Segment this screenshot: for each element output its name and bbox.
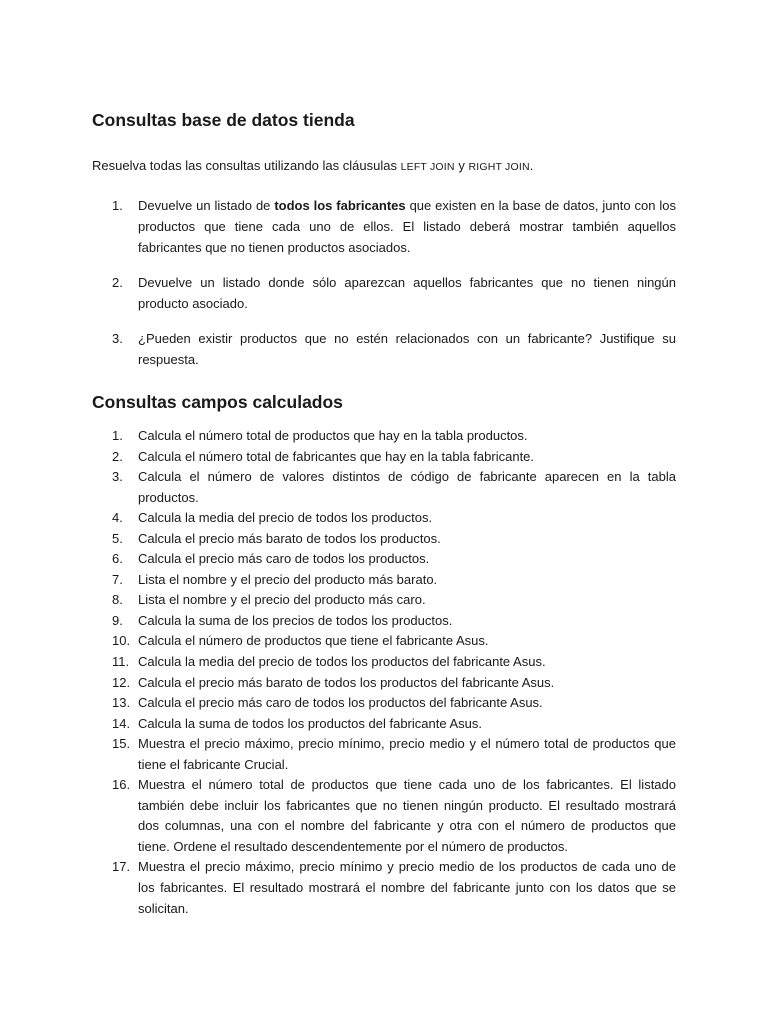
list-item xyxy=(92,529,676,550)
list-item-text: Muestra el número total de productos que tiene cada uno de los fabricantes. El listado también debe incluir los fabricantes que no tienen ningún producto. El resultado mostrará dos columnas, una con el nombre del fabricante y otra con el número de productos que tiene. Ordene el resultado descendentemente por el número de productos. xyxy=(138,777,676,854)
list-item-number: 1. xyxy=(112,428,123,443)
section-title-campos-calculados: Consultas campos calculados xyxy=(92,392,343,412)
list-item xyxy=(92,467,676,508)
list-item-text: Calcula el precio más barato de todos los productos del fabricante Asus. xyxy=(138,674,555,690)
list-item-number: 5. xyxy=(112,530,123,546)
list-item xyxy=(92,631,676,652)
list-item xyxy=(92,611,676,632)
intro-mid: y xyxy=(458,158,465,173)
list-item-number: 17. xyxy=(112,859,131,875)
list-item-number: 16. xyxy=(112,777,131,793)
list-item-number: 3. xyxy=(112,469,123,485)
list-item-number: 4. xyxy=(112,510,123,526)
join-questions-list xyxy=(92,195,676,370)
section-title-tienda: Consultas base de datos tienda xyxy=(92,110,355,130)
list-item-number: 8. xyxy=(112,592,123,608)
list-item-number: 2. xyxy=(112,275,123,290)
list-item-number: 1. xyxy=(112,198,123,213)
list-item-text: Calcula la media del precio de todos los productos del fabricante Asus. xyxy=(138,654,546,670)
list-item-text-post: que existen en la base de datos, junto con los productos que tiene cada uno de ellos. El listado deberá mostrar también aquellos fabricantes que no tienen productos asociados. xyxy=(138,198,676,255)
list-item-text: Muestra el precio máximo, precio mínimo, precio medio y el número total de productos que tiene el fabricante Crucial. xyxy=(138,736,676,772)
list-item xyxy=(92,426,676,447)
list-item-number: 6. xyxy=(112,551,123,567)
list-item-text: Calcula el número total de productos que hay en la tabla productos. xyxy=(138,428,528,443)
list-item xyxy=(92,590,676,611)
list-item xyxy=(92,734,676,775)
list-item-text: ¿Pueden existir productos que no estén relacionados con un fabricante? Justifique su respuesta. xyxy=(138,331,676,367)
list-item-number: 7. xyxy=(112,571,123,587)
list-item-number: 15. xyxy=(112,736,131,752)
list-item-text: Devuelve un listado donde sólo aparezcan aquellos fabricantes que no tienen ningún producto asociado. xyxy=(138,275,676,311)
list-item-number: 12. xyxy=(112,674,131,690)
list-item-number: 10. xyxy=(112,633,131,649)
list-item-text: Calcula la media del precio de todos los productos. xyxy=(138,510,433,526)
list-item-text: Lista el nombre y el precio del producto más caro. xyxy=(138,592,426,608)
list-item-text: Calcula el precio más barato de todos los productos. xyxy=(138,530,441,546)
list-item xyxy=(92,549,676,570)
right-join-keyword: RIGHT JOIN xyxy=(468,161,530,173)
list-item-number: 3. xyxy=(112,331,123,346)
list-item xyxy=(92,195,676,258)
list-item-text: Calcula la suma de los precios de todos los productos. xyxy=(138,612,453,628)
list-item xyxy=(92,570,676,591)
list-item-text: Calcula el número total de fabricantes que hay en la tabla fabricante. xyxy=(138,448,535,464)
list-item xyxy=(92,447,676,468)
list-item-number: 2. xyxy=(112,448,123,464)
left-join-keyword: LEFT JOIN xyxy=(400,161,455,173)
list-item xyxy=(92,652,676,673)
list-item xyxy=(92,673,676,694)
list-item-text: Muestra el precio máximo, precio mínimo y precio medio de los productos de cada uno de los fabricantes. El resultado mostrará el nombre del fabricante junto con los datos que se solicitan. xyxy=(138,859,676,916)
list-item-number: 9. xyxy=(112,612,123,628)
list-item-number: 14. xyxy=(112,715,131,731)
list-item xyxy=(92,328,676,370)
list-item-text-bold: todos los fabricantes xyxy=(274,198,406,213)
list-item-text: Calcula la suma de todos los productos del fabricante Asus. xyxy=(138,715,482,731)
calculated-fields-list xyxy=(92,426,676,919)
intro-prefix: Resuelva todas las consultas utilizando las cláusulas xyxy=(92,158,397,173)
list-item xyxy=(92,693,676,714)
list-item xyxy=(92,857,676,919)
intro-suffix: . xyxy=(529,158,534,173)
list-item-text-pre: Devuelve un listado de xyxy=(138,198,271,213)
document-page xyxy=(92,108,676,919)
list-item xyxy=(92,714,676,735)
list-item-text: Lista el nombre y el precio del producto más barato. xyxy=(138,571,438,587)
list-item-number: 11. xyxy=(112,654,130,670)
list-item-number: 13. xyxy=(112,695,131,711)
intro-paragraph xyxy=(92,156,676,177)
list-item-text: Calcula el número de valores distintos de código de fabricante aparecen en la tabla productos. xyxy=(138,469,676,505)
list-item-text: Calcula el precio más caro de todos los productos del fabricante Asus. xyxy=(138,695,543,711)
list-item xyxy=(92,775,676,857)
list-item-text: Calcula el precio más caro de todos los productos. xyxy=(138,551,430,567)
list-item-text: Calcula el número de productos que tiene el fabricante Asus. xyxy=(138,633,489,649)
list-item xyxy=(92,272,676,314)
list-item xyxy=(92,508,676,529)
